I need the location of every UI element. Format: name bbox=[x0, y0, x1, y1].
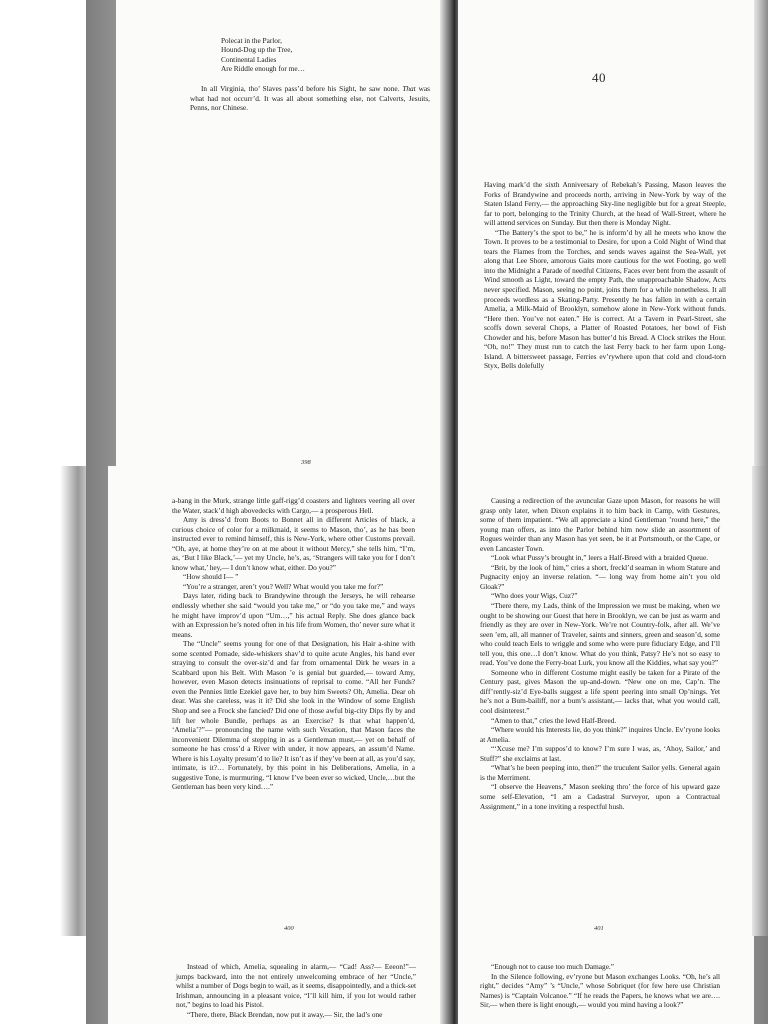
paragraph: In the Silence following, ev’ryone but Mason exchanges Looks. “Oh, he’s all right,” decides “Amy” ’s “Uncle,” whose Sobriquet (for few here use Christian Names) is “Captain Volcanoe.” “If he reads the Papers, he knows what we are…. Sir,— when there is light enough,— would you mind having a look?” bbox=[480, 971, 720, 1010]
paragraph: “Who does your Wigs, Cuz?” bbox=[491, 591, 578, 601]
page-left-3 bbox=[86, 936, 454, 1024]
page-number: 398 bbox=[301, 459, 311, 466]
page-number: 400 bbox=[284, 925, 294, 932]
page-left-2 bbox=[86, 466, 454, 936]
paragraph: “‘Xcuse me? I’m suppos’d to know? I’m sure I was, as, ‘Ahoy, Sailor,’ and Stuff?” she exclaims at last. bbox=[480, 744, 720, 763]
paragraph: The “Uncle” seems young for one of that Designation, his Hair a-shine with some scented Pomade, side-whiskers shav’d to quite acute Angles, his hand ever straying to consult the over-siz’d and far from ornamental Dirk he wears in a Scabbard upon his Belt. With Mason ’e is genial but guarded,— toward Amy, however, even Mason detects insinuations of reprisal to come. “All her Funds? even the Pennies little Ezekiel gave her, to buy him Sweets? Oh, Amelia. Dear oh dear. Was she careless, was it it? Did she look in the Window of some English Shop and see a Frock she fancied? Did one of those awful big-city Dips fly by and lift her whole Bundle, perhaps as an Exercise? Is that what happen’d, ‘Amelia’?”— pronouncing the name with such Vexation, that Mason faces the inconvenient Dilemma of stepping in as a Gentleman must,— yet on behalf of someone he has cross’d a River with under, it now appears, an assum’d Name. Where is his Loyalty presum’d to lie? It isn’t as if they’ve been at all, as you’d say, intimate, is it?… Fortunately, by this point in his Deliberations, Amelia, in a suggestive Tone, is murmuring, “I know I’ve been ever so wicked, Uncle,…but the Gentleman has been very kind….” bbox=[172, 639, 415, 792]
paragraph: “Brit, by the look of him,” cries a short, freckl’d seaman in whom Stature and Pugnacity enjoy an inverse relation. “— long way from home ain’t you old Gloak?” bbox=[480, 562, 720, 591]
page-right-3 bbox=[458, 936, 768, 1024]
paragraph: “There, there, Black Brendan, now put it away,— Sir, the lad’s one bbox=[187, 1009, 383, 1019]
paragraph: Someone who in different Costume might easily be taken for a Pirate of the Century past, gives Mason the up-and-down. “New one on me, Cap’n. The diff’rently-siz’d Eye-balls suggest a life spent peering into small Op’nings. Yet he’s not a Bum-bailiff, nor a bum’s assistant,— lacks that, what you would call, cool disinterest.” bbox=[480, 667, 720, 716]
paragraph: Having mark’d the sixth Anniversary of Rebekah’s Passing, Mason leaves the Forks of Brandywine and proceeds north, arriving in New-York by way of the Staten Island Ferry,— the approaching Sky-line negligible but for a great Steeple, far to port, belonging to the Trinity Church, at the head of Wall-Street, where he will attend services on Sunday. But then there is Monday Night. bbox=[484, 180, 726, 228]
paragraph: “What’s he been peeping into, then?” the truculent Sailor yells. General again is the Merriment. bbox=[480, 763, 720, 782]
right-text-block bbox=[484, 180, 726, 371]
paragraph: Instead of which, Amelia, squealing in alarm,— “Cad! Ass?— Eeeon!”— jumps backward, into the not entirely unwelcoming embrace of her “Uncle,” whilst a number of Dogs begin to wail, as it seems, disappointedly, and a thick-set Irishman, announcing in a pleasant voice, “I’ll kill him, if you lot would rather not,” begins to load his Pistol. bbox=[176, 962, 416, 1010]
verse-line: Are Riddle enough for me… bbox=[221, 64, 305, 74]
paragraph: “There there, my Lads, think of the Impression we must be making, when we ought to be showing our Guest that here in Brooklyn, we can be just as warm and friendly as they are over in New-York. We’re not Country-folk, after all. We’ve seen ’em, all, all manner of Traveler, saints and sinners, green and season’d, some who could teach Eels to wriggle and some who were pure fiduciary Edge, and I’ll tell you, this one…I don’t know. What do you think, Patsy? He’s not so easy to read. You’ve done the Ferry-boat Lurk, you know all the Kiddies, what say you?” bbox=[480, 601, 720, 668]
page-right-2 bbox=[458, 466, 768, 936]
right-text-block bbox=[480, 496, 720, 811]
paragraph: “Where would his Interests lie, do you think?” inquires Uncle. Ev’ryone looks at Amelia. bbox=[480, 725, 720, 744]
paragraph: Causing a redirection of the avuncular Gaze upon Mason, for reasons he will grasp only later, when Dixon explains it to him back in Camp, with Gestures, some of them impatient. “We all appreciate a kind Gentleman ’round here,” the young man offers, as into the Parlor behind him now slide an assortment of Rogues weirder than any Mason has yet seen, be it at Portsmouth, or the Cape, or even Lancaster Town. bbox=[480, 496, 720, 553]
left-text-block bbox=[172, 496, 415, 792]
paragraph: “Look what Pussy’s brought in,” leers a Half-Breed with a braided Queue. bbox=[491, 553, 709, 563]
left-text-block bbox=[176, 962, 416, 1019]
paragraph: Amy is dress’d from Boots to Bonnet all in different Articles of black, a curious choice of color for a milkmaid, it seems to Mason, tho’, as he has been instructed ever to remind himself, this is New-York, where other Customs prevail. “Oh, aye, at home they’re on at me about it without Mercy,” she tells him, “I’m, as, ‘But I like Black,’— yet my Uncle, he’s, as, ‘Strangers will take you for I don’t know what,’ hey,— I don’t know what, either. Do you?” bbox=[172, 515, 415, 572]
verse-line: Continental Ladies bbox=[221, 54, 277, 64]
left-paragraph: In all Virginia, tho’ Slaves pass’d before his Sight, he saw none. That was what had not occurr’d. It was all about something else, not Calverts, Jesuits, Penns, nor Chinese. bbox=[190, 84, 430, 113]
paragraph: “The Battery’s the spot to be,” he is inform’d by all he meets who know the Town. It proves to be a testimonial to Desire, for upon a Cold Night of Wind that tears the Flames from the Torches, and sends waves against the Sea-Wall, yet along that Lee Shore, amorous Gaits more cautious for the wet Footing, go well into the Midnight a Parade of needful Citizens, Faces ever bent from the assault of Wind smooth as Light, toward the empty Path, the unapproachable Shadow, Acts never specified. Mason, seeing no point, joins them for a while nonetheless. It all proceeds wordless as a Skating-Party. Presently he has fallen in with a certain Amelia, a Milk-Maid of Brooklyn, somehow alone in New-York without funds. “Here then. You’ve not eaten.” He is correct. At a Tavern in Pearl-Street, she scoffs down several Chops, a Platter of Roasted Potatoes, her bowl of Fish Chowder and his, before Mason has butter’d his Bread. A Clock strikes the Hour. “Oh, no!” They must run to catch the last Ferry back to her farm upon Long-Island. A bittersweet passage, Ferries ev’rywhere upon that cold and cloud-torn Styx, Bells dolefully bbox=[484, 227, 726, 371]
paragraph: “Amen to that,” cries the lewd Half-Breed. bbox=[491, 715, 617, 725]
page-right-1 bbox=[458, 0, 768, 466]
page-left-1 bbox=[86, 0, 454, 466]
verse-stanza bbox=[221, 36, 305, 74]
paragraph: “Enough not to cause too much Damage.” bbox=[491, 962, 614, 971]
chapter-number: 40 bbox=[592, 70, 606, 85]
paragraph: “You’re a stranger, aren’t you? Well? What would you take me for?” bbox=[183, 581, 384, 591]
verse-line: Hound-Dog up the Tree, bbox=[221, 45, 293, 55]
paragraph: a-bang in the Murk, strange little gaff-rigg’d coasters and lighters veering all over the Water, stack’d high abovedecks with Cargo,— a prosperous Hell. bbox=[172, 496, 415, 515]
paragraph: “How should I— ” bbox=[183, 572, 239, 582]
right-text-block bbox=[480, 962, 720, 1010]
page-number: 401 bbox=[594, 925, 604, 932]
paragraph: “I observe the Heavens,” Mason seeking thro’ the force of his upward gaze some self-Elevation, “I am a Cadastral Surveyor, upon a Contractual Assignment,” in a tone inviting a respectful hush. bbox=[480, 782, 720, 811]
verse-line: Polecat in the Parlor, bbox=[221, 36, 282, 45]
paragraph: Days later, riding back to Brandywine through the Jerseys, he will rehearse endlessly whether she said “would you take me,” or “do you take me,” and ways he might have improv’d upon “Um…,” his actual Reply. She does glance back with an Expression he’s noted often in his life from Women, tho’ never sure what it means. bbox=[172, 591, 415, 639]
